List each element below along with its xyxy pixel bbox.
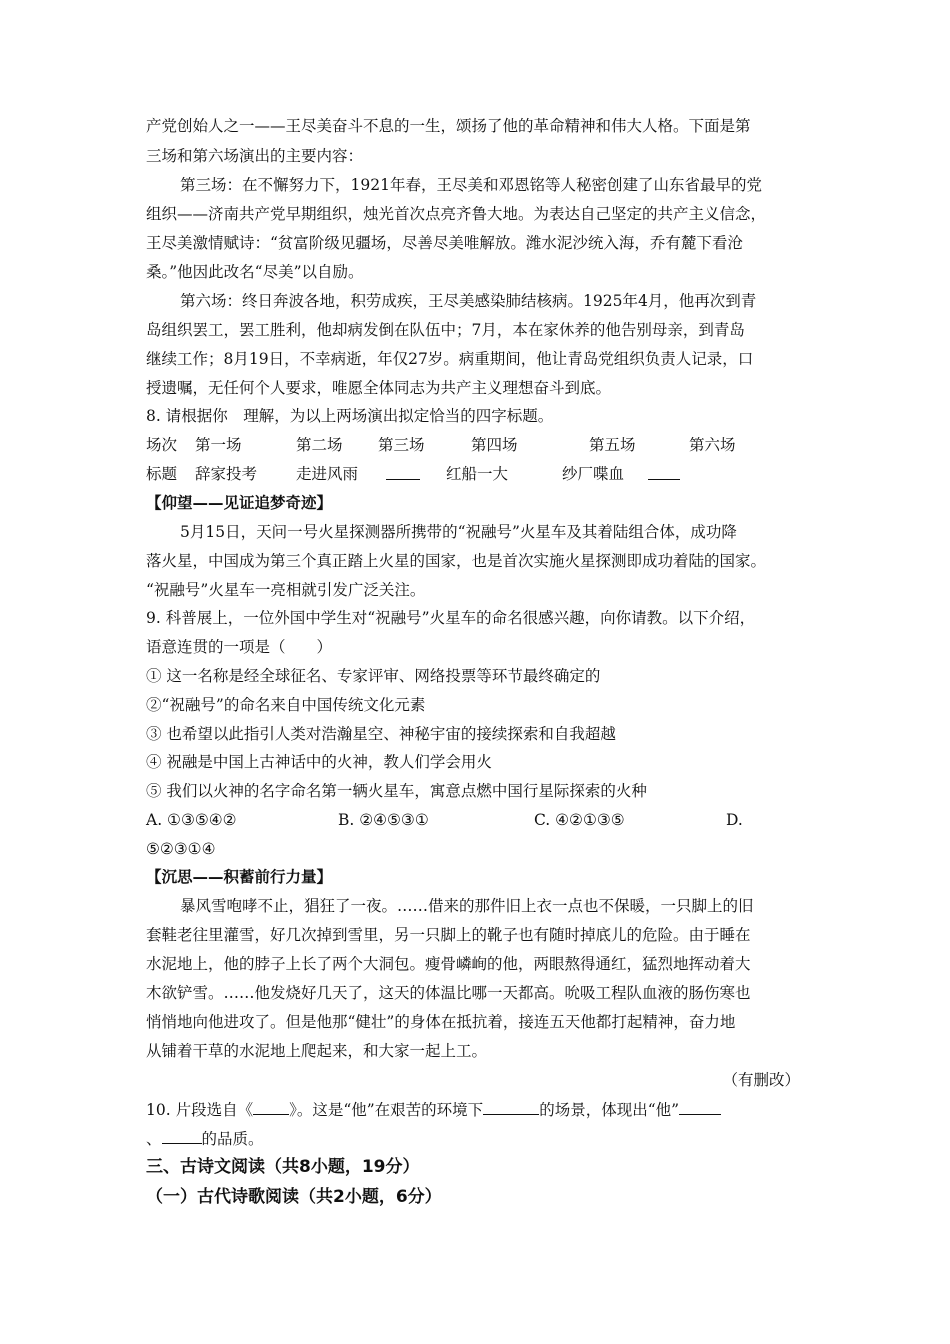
subsection-title-3-1: （一）古代诗歌阅读（共2小题，6分） bbox=[146, 1187, 442, 1207]
chensi-line-4: 木欲铲雪。……他发烧好几天了，这天的体温比哪一天都高。吮吸工程队血液的肠伤寒也 bbox=[146, 984, 751, 1002]
q10-blank-scene[interactable] bbox=[483, 1099, 539, 1115]
q10-text-1: 10. 片段选自《 bbox=[146, 1101, 254, 1119]
table-title-1: 辞家投考 bbox=[195, 465, 258, 483]
scene6-line-2: 岛组织罢工，罢工胜利，他却病发倒在队伍中；7月，本在家休养的他告别母亲，到青岛 bbox=[146, 321, 745, 339]
scene6-line-1: 第六场：终日奔波各地，积劳成疾，王尽美感染肺结核病。1925年4月，他再次到青 bbox=[180, 292, 757, 310]
question-9-item-1: ① 这一名称是经全球征名、专家评审、网络投票等环节最终确定的 bbox=[146, 667, 601, 685]
question-9-item-2: ②“祝融号”的命名来自中国传统文化元素 bbox=[146, 696, 426, 714]
table-scene-1: 第一场 bbox=[195, 436, 242, 454]
table-scene-6: 第六场 bbox=[689, 436, 736, 454]
question-9-item-3: ③ 也希望以此指引人类对浩瀚星空、神秘宇宙的接续探索和自我超越 bbox=[146, 725, 616, 743]
table-title-4: 红船一大 bbox=[446, 465, 509, 483]
edited-note: （有删改） bbox=[722, 1071, 800, 1089]
q10-blank-quality-2[interactable] bbox=[162, 1128, 202, 1144]
table-header-scene: 场次 bbox=[146, 436, 178, 454]
table-title-5: 纱厂喋血 bbox=[562, 465, 625, 483]
yangwang-line-2: 落火星，中国成为第三个真正踏上火星的国家，也是首次实施火星探测即成功着陆的国家。 bbox=[146, 552, 767, 570]
title-6-answer-blank[interactable] bbox=[648, 464, 680, 485]
yangwang-line-3: “祝融号”火星车一亮相就引发广泛关注。 bbox=[146, 581, 426, 599]
option-b[interactable]: B. ②④⑤③① bbox=[338, 811, 429, 829]
section-heading-yangwang: 【仰望——见证追梦奇迹】 bbox=[146, 494, 333, 512]
blank-line bbox=[386, 464, 420, 480]
table-title-2: 走进风雨 bbox=[296, 465, 359, 483]
section-title-3: 三、古诗文阅读（共8小题，19分） bbox=[146, 1157, 420, 1177]
chensi-line-2: 套鞋老往里灌雪，好几次掉到雪里，另一只脚上的靴子也有随时掉底儿的危险。由于睡在 bbox=[146, 926, 751, 944]
table-scene-4: 第四场 bbox=[471, 436, 518, 454]
chensi-line-6: 从铺着干草的水泥地上爬起来，和大家一起上工。 bbox=[146, 1042, 488, 1060]
question-9-line-1: 9. 科普展上，一位外国中学生对“祝融号”火星车的命名很感兴趣，向你请教。以下介绍， bbox=[146, 609, 756, 627]
scene3-line-1: 第三场：在不懈努力下，1921年春，王尽美和邓恩铭等人秘密创建了山东省最早的党 bbox=[180, 176, 762, 194]
option-a[interactable]: A. ①③⑤④② bbox=[146, 811, 237, 829]
scene6-line-4: 授遗嘱，无任何个人要求，唯愿全体同志为共产主义理想奋斗到底。 bbox=[146, 379, 612, 397]
question-9-item-5: ⑤ 我们以火神的名字命名第一辆火星车，寓意点燃中国行星际探索的火种 bbox=[146, 782, 647, 800]
q10-sep: 、 bbox=[146, 1130, 162, 1148]
blank-line bbox=[648, 464, 680, 480]
scene3-line-3: 王尽美激情赋诗：“贫富阶级见疆场，尽善尽美唯解放。潍水泥沙统入海，乔有麓下看沧 bbox=[146, 234, 743, 252]
q10-blank-quality-1[interactable] bbox=[679, 1099, 721, 1115]
table-scene-2: 第二场 bbox=[296, 436, 343, 454]
chensi-line-1: 暴风雪咆哮不止，猖狂了一夜。……借来的那件旧上衣一点也不保暖，一只脚上的旧 bbox=[180, 897, 754, 915]
scene3-line-2: 组织——济南共产党早期组织，烛光首次点亮齐鲁大地。为表达自己坚定的共产主义信念， bbox=[146, 205, 767, 223]
question-9-item-4: ④ 祝融是中国上古神话中的火神，教人们学会用火 bbox=[146, 753, 492, 771]
yangwang-line-1: 5月15日，天问一号火星探测器所携带的“祝融号”火星车及其着陆组合体，成功降 bbox=[180, 523, 737, 541]
q10-blank-book[interactable] bbox=[253, 1099, 289, 1115]
option-c[interactable]: C. ④②①③⑤ bbox=[534, 811, 625, 829]
table-scene-5: 第五场 bbox=[589, 436, 636, 454]
section-heading-chensi: 【沉思——积蓄前行力量】 bbox=[146, 868, 333, 886]
option-d[interactable]: D. bbox=[726, 811, 743, 829]
q10-text-2: 》。这是“他”在艰苦的环境下 bbox=[289, 1101, 484, 1119]
chensi-line-3: 水泥地上，他的脖子上长了两个大洞包。瘦骨嶙峋的他，两眼熬得通红，猛烈地挥动着大 bbox=[146, 955, 751, 973]
question-10-line-1 bbox=[146, 1099, 721, 1120]
title-3-answer-blank[interactable] bbox=[386, 464, 420, 485]
question-9-line-2: 语意连贯的一项是（ ） bbox=[146, 638, 333, 656]
intro-line-2: 三场和第六场演出的主要内容： bbox=[146, 147, 364, 165]
q10-text-3: 的场景，体现出“他” bbox=[539, 1101, 680, 1119]
table-scene-3: 第三场 bbox=[378, 436, 425, 454]
scene3-line-4: 桑。”他因此改名“尽美”以自励。 bbox=[146, 263, 364, 281]
scene6-line-3: 继续工作；8月19日，不幸病逝，年仅27岁。病重期间，他让青岛党组织负责人记录，口 bbox=[146, 350, 754, 368]
chensi-line-5: 悄悄地向他进攻了。但是他那“健壮”的身体在抵抗着，接连五天他都打起精神，奋力地 bbox=[146, 1013, 736, 1031]
question-8-prompt: 8. 请根据你 理解，为以上两场演出拟定恰当的四字标题。 bbox=[146, 407, 554, 425]
q10-text-5: 的品质。 bbox=[201, 1130, 264, 1148]
table-header-title: 标题 bbox=[146, 465, 178, 483]
option-d-text: ⑤②③①④ bbox=[146, 840, 216, 858]
intro-line-1: 产党创始人之一——王尽美奋斗不息的一生，颂扬了他的革命精神和伟大人格。下面是第 bbox=[146, 117, 751, 135]
question-10-line-2 bbox=[146, 1128, 264, 1149]
